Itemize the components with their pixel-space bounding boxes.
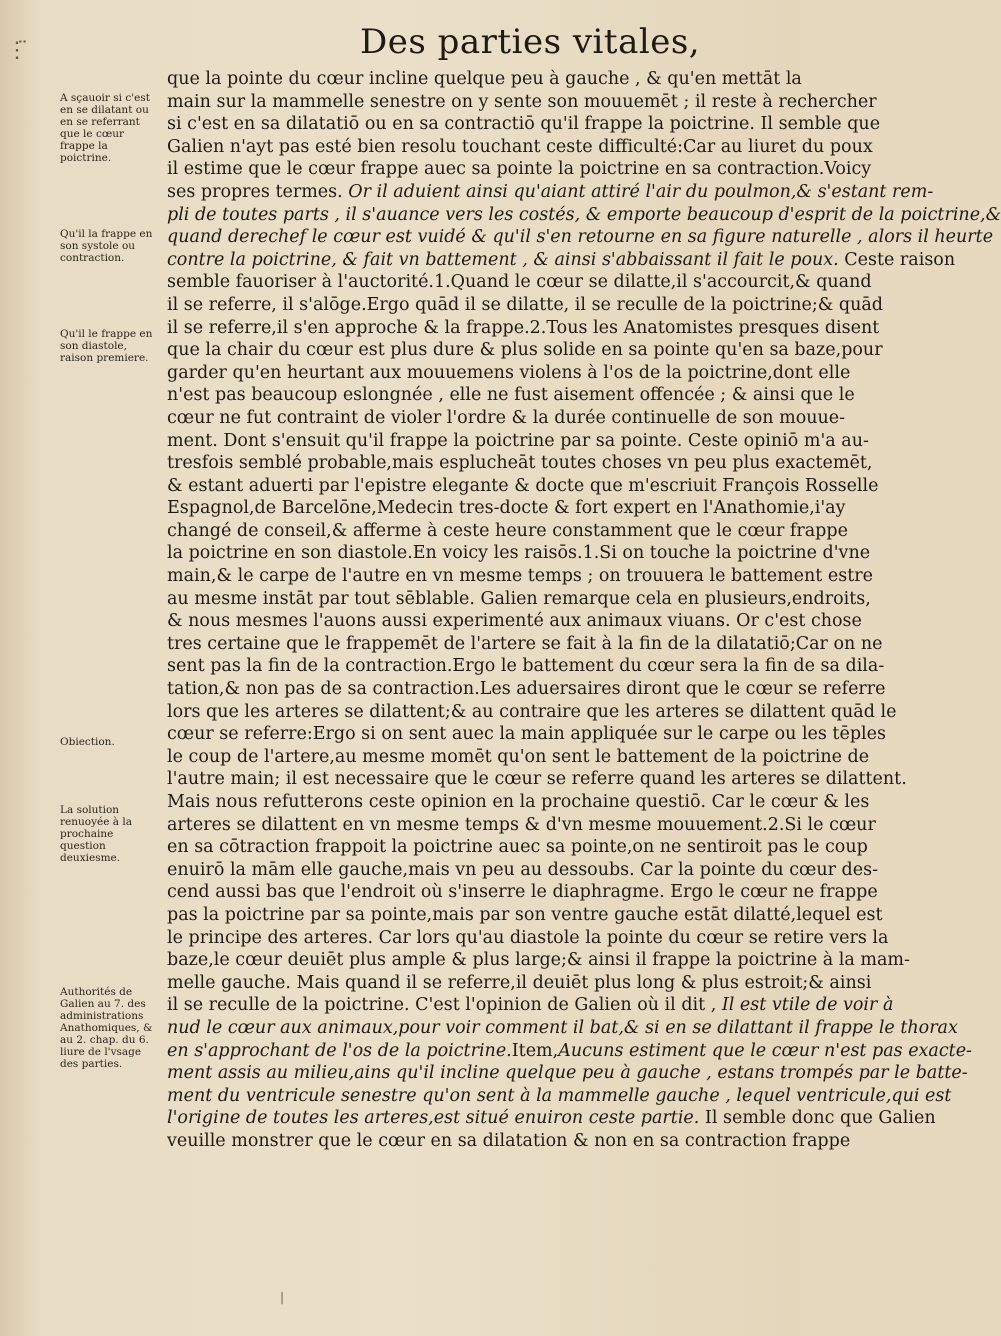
margin-note: Authorités de Galien au 7. des administrations Anathomiques, & au 2. chap. du 6. liure de l'vsage des parties. [60,986,153,1070]
text-line: tresfois semblé probable,mais esplucheāt toutes choses vn peu plus exactemēt, [167,453,873,474]
text-line: sent pas la fin de la contraction.Ergo le battement du cœur sera la fin de sa dila- [167,656,885,677]
text-line: main sur la mammelle senestre on y sente son mouuemēt ; il reste à rechercher [167,91,877,112]
margin-notes [60,78,160,1318]
text-line: tation,& non pas de sa contraction.Les aduersaires diront que le cœur se referre [167,679,886,700]
text-line: ment assis au milieu,ains qu'il incline quelque peu à gauche , estans trompés par le batte- [167,1063,968,1084]
text-line: il se reculle de la poictrine. C'est l'opinion de Galien où il dit , Il est vtile de voir à [167,995,894,1016]
text-line: le coup de l'artere,au mesme momēt qu'on sent le battement de la poictrine de [167,746,870,767]
text-line: baze,le cœur deuiēt plus ample & plus large;& ainsi il frappe la poictrine à la mam- [167,950,910,971]
text-line: contre la poictrine, & fait vn battement , & ainsi s'abbaissant il fait le poux. Ceste raison [167,249,956,270]
text-line: que la chair du cœur est plus dure & plus solide en sa pointe qu'en sa baze,pour [167,340,883,361]
text-line: semble fauoriser à l'auctorité.1.Quand le cœur se dilatte,il s'accourcit,& quand [167,272,872,293]
text-line: main,& le carpe de l'autre en vn mesme temps ; on trouuera le battement estre [167,566,873,587]
text-line: Espagnol,de Barcelōne,Medecin tres-docte & fort expert en l'Anathomie,i'ay [167,498,846,519]
text-line: cend aussi bas que l'endroit où s'inserre le diaphragme. Ergo le cœur ne frappe [167,882,878,903]
text-line: ment du ventricule senestre qu'on sent à la mammelle gauche , lequel ventricule,qui est [167,1085,952,1106]
text-line: l'origine de toutes les arteres,est situé enuiron ceste partie. Il semble donc que Galien [167,1108,936,1129]
text-line: & estant aduerti par l'epistre elegante & docte que m'escriuit François Rosselle [167,475,879,496]
corner-ornament: ⋮̈ [6,38,28,63]
text-line: il se referre, il s'alōge.Ergo quād il se dilatte, il se reculle de la poictrine;& quād [167,294,883,315]
text-line: veuille monstrer que le cœur en sa dilatation & non en sa contraction frappe [167,1130,851,1151]
margin-note: La solution renuoyée à la prochaine question deuxiesme. [60,804,132,864]
running-head: Des parties vitales, [360,22,701,62]
text-line: Mais nous refutterons ceste opinion en la prochaine questiō. Car le cœur & les [167,792,870,812]
margin-note: Qu'il le frappe en son diastole, raison premiere. [60,328,153,364]
text-line: nud le cœur aux animaux,pour voir comment il bat,& si en se dilattant il frappe le thorax [167,1017,958,1038]
text-line: ses propres termes. Or il aduient ainsi qu'aiant attiré l'air du poulmon,& s'estant rem- [167,181,934,202]
text-line: il estime que le cœur frappe auec sa pointe la poictrine en sa contraction.Voicy [167,159,872,180]
text-line: pas la poictrine par sa pointe,mais par son ventre gauche estāt dilatté,lequel est [167,904,883,925]
text-line: pli de toutes parts , il s'auance vers les costés, & emporte beaucoup d'esprit de la poictrine,& [167,204,1001,225]
text-line: en sa cōtraction frappoit la poictrine auec sa pointe,on ne sentiroit pas le coup [167,837,868,858]
text-line: la poictrine en son diastole.En voicy les raisōs.1.Si on touche la poictrine d'vne [167,543,871,564]
text-line: il se referre,il s'en approche & la frappe.2.Tous les Anatomistes presques disent [167,317,880,338]
text-line: au mesme instāt par tout sēblable. Galien remarque cela en plusieurs,endroits, [167,588,871,609]
text-line: quand derechef le cœur est vuidé & qu'il s'en retourne en sa figure naturelle , alors il heurte [167,227,994,248]
text-line: changé de conseil,& afferme à ceste heure constamment que le cœur frappe [167,520,848,541]
text-line: Galien n'ayt pas esté bien resolu touchant ceste difficulté:Car au liuret du poux [167,136,873,157]
text-line: ment. Dont s'ensuit qu'il frappe la poictrine par sa pointe. Ceste opiniō m'a au- [167,430,869,451]
text-line: & nous mesmes l'auons aussi experimenté aux animaux viuans. Or c'est chose [167,611,862,632]
footer-mark: | [280,1290,285,1304]
margin-note: Qu'il la frappe en son systole ou contraction. [60,228,153,264]
text-line: que la pointe du cœur incline quelque peu à gauche , & qu'en mettāt la [167,69,802,89]
text-line: tres certaine que le frappemēt de l'artere se fait à la fin de la dilatatiō;Car on ne [167,633,883,654]
main-text [167,68,1001,1153]
text-line: lors que les arteres se dilattent;& au contraire que les arteres se dilattent quād le [167,701,897,722]
text-line: cœur se referre:Ergo si on sent auec la main appliquée sur le carpe ou les tēples [167,724,886,745]
text-line: le principe des arteres. Car lors qu'au diastole la pointe du cœur se retire vers la [167,927,889,948]
text-line: enuirō la mām elle gauche,mais vn peu au dessoubs. Car la pointe du cœur des- [167,859,878,880]
margin-note: Obiection. [60,736,115,748]
text-line: n'est pas beaucoup eslongnée , elle ne fust aisement offencée ; & ainsi que le [167,385,855,406]
text-line: melle gauche. Mais quand il se referre,il deuiēt plus long & plus estroit;& ainsi [167,972,872,993]
text-line: cœur ne fut contraint de violer l'ordre & la durée continuelle de son mouue- [167,407,846,428]
text-line: si c'est en sa dilatatiō ou en sa contractiō qu'il frappe la poictrine. Il semble que [167,114,881,135]
margin-note: A sçauoir si c'est en se dilatant ou en se referrant que le cœur frappe la poictrine. [60,92,150,164]
text-line: l'autre main; il est necessaire que le cœur se referre quand les arteres se dilattent. [167,769,907,790]
text-line: arteres se dilattent en vn mesme temps & d'vn mesme mouuement.2.Si le cœur [167,814,876,835]
text-line: garder qu'en heurtant aux mouuemens violens à l'os de la poictrine,dont elle [167,362,851,383]
text-line: en s'approchant de l'os de la poictrine.Item,Aucuns estiment que le cœur n'est pas exacte- [167,1040,972,1061]
